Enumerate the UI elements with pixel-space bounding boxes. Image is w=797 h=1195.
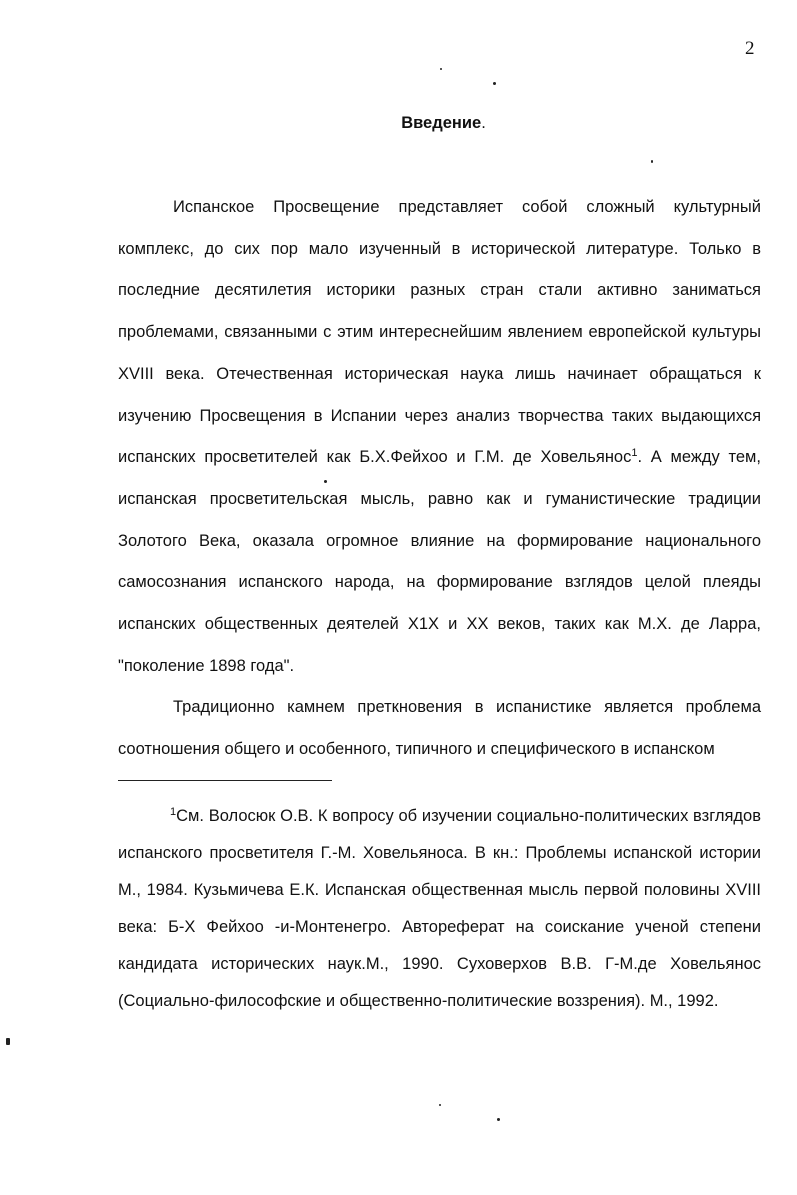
paragraph-problem: Традиционно камнем преткновения в испанистике является проблема соотношения общего и особенного, типичного и специфического в испанском — [118, 698, 761, 759]
main-text — [118, 187, 761, 771]
footnote-separator — [118, 780, 332, 781]
scan-speck — [439, 1104, 441, 1106]
footnote-marker: 1 — [170, 806, 177, 818]
scan-speck — [651, 160, 653, 163]
footnote-reference: 1 — [631, 447, 638, 460]
page-title — [0, 112, 797, 134]
paragraph-text: Испанское Просвещение представляет собой сложный культурный комплекс, до сих пор мало изученный в исторической литературе. Только в последние десятилетия историки разных стран стали активно заниматься проблемами, связанными с этим интереснейшим явлением европейской культуры XVIII века. Отечественная историческая наука лишь начинает обращаться к изучению Просвещения в Испании через анализ творчества таких выдающихся испанских просветителей как Б.Х.Фейхоо и Г.М. де Ховельянос — [118, 198, 761, 467]
footnote — [118, 798, 761, 1020]
scan-speck — [440, 68, 442, 70]
scan-speck — [324, 480, 327, 483]
title-text: Введение — [401, 114, 482, 132]
footnote-text: См. Волосюк О.В. К вопросу об изучении социально-политических взглядов испанского просветителя Г.-М. Ховельяноса. В кн.: Проблемы испанской истории М., 1984. Кузьмичева Е.К. Испанская общественная мысль первой половины XVIII века: Б-Х Фейхоо -и-Монтенегро. Автореферат на соискание ученой степени кандидата исторических наук.М., 1990. Суховерхов В.В. Г-М.де Ховельянос (Социально-философские и общественно-политические воззрения). М., 1992. — [118, 807, 761, 1010]
page-number: 2 — [745, 38, 755, 59]
title-period: . — [481, 114, 486, 132]
scan-speck — [493, 82, 496, 85]
paragraph-introduction — [118, 187, 761, 687]
scan-speck — [6, 1038, 10, 1045]
footnote-paragraph — [118, 798, 761, 1020]
scan-speck — [497, 1118, 500, 1121]
paragraph-text-continued: . А между тем, испанская просветительская мысль, равно как и гуманистические традиции Золотого Века, оказала огромное влияние на формирование национального самосознания испанского народа, на формирование взглядов целой плеяды испанских общественных деятелей Х1Х и ХХ веков, таких как М.Х. де Ларра, "поколение 1898 года". — [118, 448, 761, 675]
